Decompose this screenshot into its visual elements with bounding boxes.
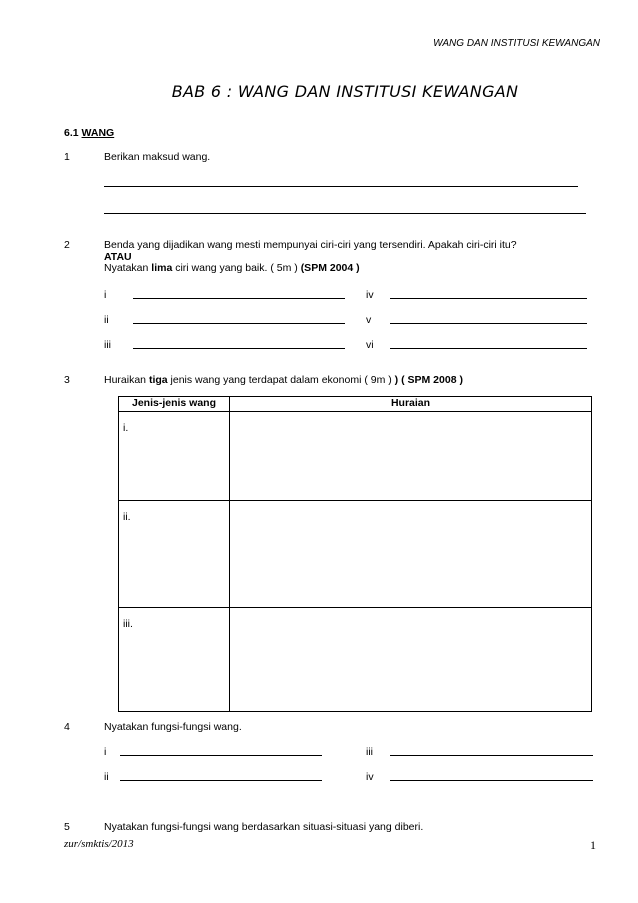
q3-text (104, 374, 463, 386)
q4-answer-line[interactable] (120, 755, 322, 756)
section-number: 6.1 (64, 127, 79, 139)
q4-text: Nyatakan fungsi-fungsi wang. (104, 721, 242, 733)
q2-or: ATAU (104, 251, 132, 263)
q2-answer-line[interactable] (133, 298, 345, 299)
q1-text: Berikan maksud wang. (104, 151, 211, 163)
page-number: 1 (590, 838, 596, 852)
running-header: WANG DAN INSTITUSI KEWANGAN (433, 38, 600, 49)
table-header-description: Huraian (230, 397, 592, 412)
table-answer-cell[interactable] (230, 501, 592, 608)
chapter-title: BAB 6 : WANG DAN INSTITUSI KEWANGAN (171, 82, 519, 101)
q1-answer-line-2[interactable] (104, 213, 586, 214)
q3-spm: ) ( SPM 2008 ) (394, 374, 463, 386)
table-row-label: iii. (119, 608, 230, 712)
q3-number: 3 (64, 374, 70, 386)
section-label: WANG (81, 127, 115, 139)
money-types-table (118, 396, 592, 712)
q5-number: 5 (64, 821, 70, 833)
q4-item-label: iv (366, 771, 374, 783)
q2-answer-line[interactable] (133, 323, 345, 324)
q3-suffix: jenis wang yang terdapat dalam ekonomi ( 9m ) (167, 374, 392, 386)
table-answer-cell[interactable] (230, 412, 592, 501)
q2-item-label: iii (104, 339, 111, 351)
q3-prefix: Huraikan (104, 374, 149, 386)
q1-answer-line-1[interactable] (104, 186, 578, 187)
q4-number: 4 (64, 721, 70, 733)
q2-answer-line[interactable] (390, 323, 587, 324)
q2-item-label: ii (104, 314, 109, 326)
q2-item-label: vi (366, 339, 374, 351)
q2-text: Benda yang dijadikan wang mesti mempunyai ciri-ciri yang tersendiri. Apakah ciri-ciri itu? (104, 239, 517, 251)
section-heading (64, 127, 118, 139)
q5-text: Nyatakan fungsi-fungsi wang berdasarkan situasi-situasi yang diberi. (104, 821, 424, 833)
q2-item-label: iv (366, 289, 374, 301)
q4-item-label: iii (366, 746, 373, 758)
q2-number: 2 (64, 239, 70, 251)
table-row-label: i. (119, 412, 230, 501)
q2-answer-line[interactable] (390, 298, 587, 299)
q4-answer-line[interactable] (390, 755, 593, 756)
footer-source: zur/smktis/2013 (64, 838, 134, 850)
q3-bold: tiga (148, 374, 168, 386)
q4-item-label: ii (104, 771, 109, 783)
q4-item-label: i (104, 746, 107, 758)
table-row-label: ii. (119, 501, 230, 608)
q1-number: 1 (64, 151, 70, 163)
q2-answer-line[interactable] (390, 348, 587, 349)
q2-alt-question (104, 262, 360, 274)
q2-alt-bold: lima (151, 262, 173, 274)
q2-spm: (SPM 2004 ) (300, 262, 360, 274)
table-answer-cell[interactable] (230, 608, 592, 712)
q2-answer-line[interactable] (133, 348, 345, 349)
q2-item-label: i (104, 289, 107, 301)
q2-alt-suffix: ciri wang yang baik. ( 5m ) (172, 262, 298, 274)
q2-alt-prefix: Nyatakan (104, 262, 152, 274)
table-header-types: Jenis-jenis wang (119, 397, 230, 412)
q4-answer-line[interactable] (120, 780, 322, 781)
q4-answer-line[interactable] (390, 780, 593, 781)
q2-item-label: v (366, 314, 372, 326)
